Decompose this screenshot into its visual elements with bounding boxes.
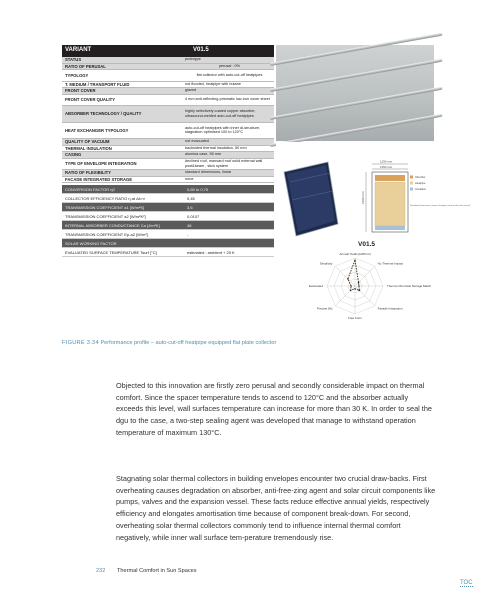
row-label: TYPOLOGY [65, 72, 89, 78]
body-paragraph-2: Stagnating solar thermal collectors in building envelopes encounter two crucial draw-backs. First overheating causes degradation on absorber, anti-free-zing agent and solar circuit components like pumps, valves and the expansion vessel. These facts reduce effective annual yields, respectively efficiency and elongates amortisation time because of component break-down. For second, overheating solar thermal collectors commonly tend to influence internal thermal comfort negatively, while inner wall surface tem-perature tremendously rise. [116, 474, 436, 542]
collector-drawing [276, 142, 470, 240]
performance-value: 0,45 [187, 195, 195, 201]
performance-value: estimated : ambient + 20 K [187, 249, 235, 255]
dim-top-label: 1190 mm [380, 159, 393, 164]
performance-row [62, 248, 274, 257]
performance-value: 3,6 [187, 204, 193, 210]
running-title: Thermal Comfort in Sun Spaces [117, 568, 197, 574]
performance-label: EVALUATED SURFACE TEMPERATURE Tsurf [°C] [65, 249, 157, 255]
row-value: 4 mm anti-reflecting-prismatic low-iron cover sheet [185, 97, 270, 102]
radar-point [347, 278, 349, 280]
row-label: T. MEDIUM / TRANSPORT FLUID [65, 81, 130, 87]
collector-drawing-svg [276, 142, 470, 240]
variant-table [62, 45, 274, 257]
row-label: THERMAL INSULATION [65, 145, 112, 151]
performance-rows [62, 185, 274, 257]
table-header [62, 45, 274, 57]
radar-svg [276, 236, 434, 326]
performance-label: TRANSMISSION COEFFICIENT a2 [W/m²K²] [65, 213, 146, 219]
legend-swatch [410, 182, 413, 185]
radar-axis-label: Annual Yields [kWh/m²] [339, 252, 371, 256]
performance-row [62, 203, 274, 212]
table-row [62, 177, 274, 184]
dim-side-label: 2100 mm [361, 191, 365, 204]
row-label: RATIO OF FLEXIBILITY [65, 170, 111, 176]
performance-label: CONVERSION FACTOR η0 [65, 186, 115, 192]
radar-point [358, 285, 360, 287]
row-label: CASING [65, 152, 82, 158]
performance-value: 0,65 to 0,75 [187, 186, 209, 192]
radar-axis-label: Simplicity [319, 261, 333, 266]
row-value: none [185, 176, 194, 181]
performance-row [62, 194, 274, 203]
radar-point [358, 282, 360, 284]
row-value: standard dimensions, linear [185, 170, 232, 175]
table-row [62, 95, 274, 107]
figure-caption [62, 340, 276, 346]
radar-axis-label: Thermo-Chemical Storage Match [387, 284, 432, 288]
radar-axis-label: Precast [%] [317, 306, 333, 311]
row-value: prototype [185, 57, 201, 62]
legend-swatch [410, 188, 413, 191]
performance-label: TRANSMISSION COEFFICIENT a1 [W/m²K] [65, 204, 145, 210]
row-value: not evacuated [185, 139, 209, 144]
performance-value: 48 [187, 222, 192, 228]
elevation-insulation [375, 226, 405, 230]
performance-label: SOLAR WORKING FACTOR [65, 240, 117, 246]
radar-title: V01.5 [358, 241, 375, 248]
radar-point [354, 288, 356, 290]
radar-point [350, 290, 352, 292]
page-number: 232 [96, 568, 106, 574]
performance-row [62, 212, 274, 221]
heatpipe-image [270, 33, 443, 66]
legend-label: Heatpipe [415, 182, 426, 185]
performance-row [62, 185, 274, 194]
radar-point [359, 290, 361, 292]
row-label: STATUS [65, 57, 82, 63]
dim-top2-label: 1150 mm [380, 165, 393, 169]
attribute-rows [62, 57, 274, 183]
table-row [62, 159, 274, 171]
performance-row [62, 221, 274, 230]
radar-point [350, 285, 352, 287]
row-value: declined roof, mansard roof solid external wall post&beam , stick system [185, 159, 263, 168]
row-value: highly selectively coated copper absorber, ultrasound-welded auto-cut-off heatpipes [185, 109, 256, 118]
row-label: FACADE INTEGRATED STORAGE [65, 176, 133, 182]
legend-swatch [410, 176, 413, 179]
performance-label: INTERNAL ABSORBER CONDUCTANCE Ca [J/m²K] [65, 222, 160, 228]
drawing-legend [410, 175, 427, 191]
table-row [62, 123, 274, 140]
row-label: RATIO OF PERUSAL [65, 63, 106, 69]
figure-caption-text: Performance profile – auto-cut-off heatpipe equipped flat plate collector [100, 340, 277, 346]
performance-value: - [187, 231, 189, 237]
performance-row [62, 239, 274, 248]
toc-link[interactable]: TOC [460, 580, 473, 586]
row-label: FRONT COVER [65, 88, 96, 94]
elevation-header-bar [375, 175, 405, 181]
legend-label: Insulation [415, 188, 427, 191]
table-header-variant: VARIANT [65, 47, 92, 54]
row-label: HEAT EXCHANGER TYPOLOGY [65, 127, 129, 133]
performance-radar [276, 236, 434, 326]
radar-axis-label: No Thermal Impact [377, 261, 404, 266]
row-value: perusal : 0% [218, 63, 241, 68]
legend-label: Absorber [415, 176, 426, 179]
radar-point [354, 259, 356, 261]
performance-label: TRANSMISSION COEFFICIENT Ep-a2 [W/m²] [65, 231, 148, 237]
row-value: auto-cut-off heatpipes with inner di-structure, stagnation optimised 100 to 120°C [185, 125, 261, 135]
row-value: alumina case, 55 mm [185, 152, 222, 157]
table-row [62, 70, 274, 82]
body-paragraph-1: Objected to this innovation are firstly zero perusal and secondly considerable impact on thermal comfort. Since the spacer temperature tends to ascend to 120°C and the absorber actually exceeds this level, wall surfaces temperature can increase for more than 30 K. In order to seal the dgu to the case, a two-step sealing agent was developed that manage to withstand operation temperature of maximum 130°C. [116, 381, 432, 437]
heatpipe-image [270, 87, 443, 120]
row-value: flat collector with auto-cut-off heatpipes [196, 72, 263, 77]
table-row [62, 106, 274, 123]
performance-value: 0,0107 [187, 213, 200, 219]
table-header-version: V01.5 [193, 47, 209, 54]
drawing-note: Standard dimensions, linear; heatpipe variant with auto cut-off [410, 205, 470, 207]
row-label: FRONT COVER QUALITY [65, 97, 116, 103]
radar-axis-label: Evacuated [308, 284, 323, 288]
row-value: backsided thermal insulation, 50 mm [185, 145, 247, 150]
heatpipe-image [270, 59, 443, 92]
row-value: glazed [185, 88, 197, 93]
row-label: QUALITY OF VACUUM [65, 139, 110, 145]
radar-axis-label: Free Form [347, 316, 363, 320]
row-label: ABSORBER TECHNOLOGY / QUALITY [65, 111, 142, 117]
collector-photo [276, 45, 434, 141]
radar-axis-label: Facade Integration [377, 306, 403, 311]
performance-label: COLLECTOR EFFICIENCY RATIO η at Δt=∞ [65, 195, 146, 201]
figure-label: FIGURE 3.34 [62, 340, 99, 346]
row-label: TYPE OF ENVELOPE INTEGRATION [65, 161, 137, 167]
row-value: not flooded, heatpipe with butane [185, 81, 241, 86]
performance-row [62, 230, 274, 239]
elevation-absorber [375, 182, 405, 226]
